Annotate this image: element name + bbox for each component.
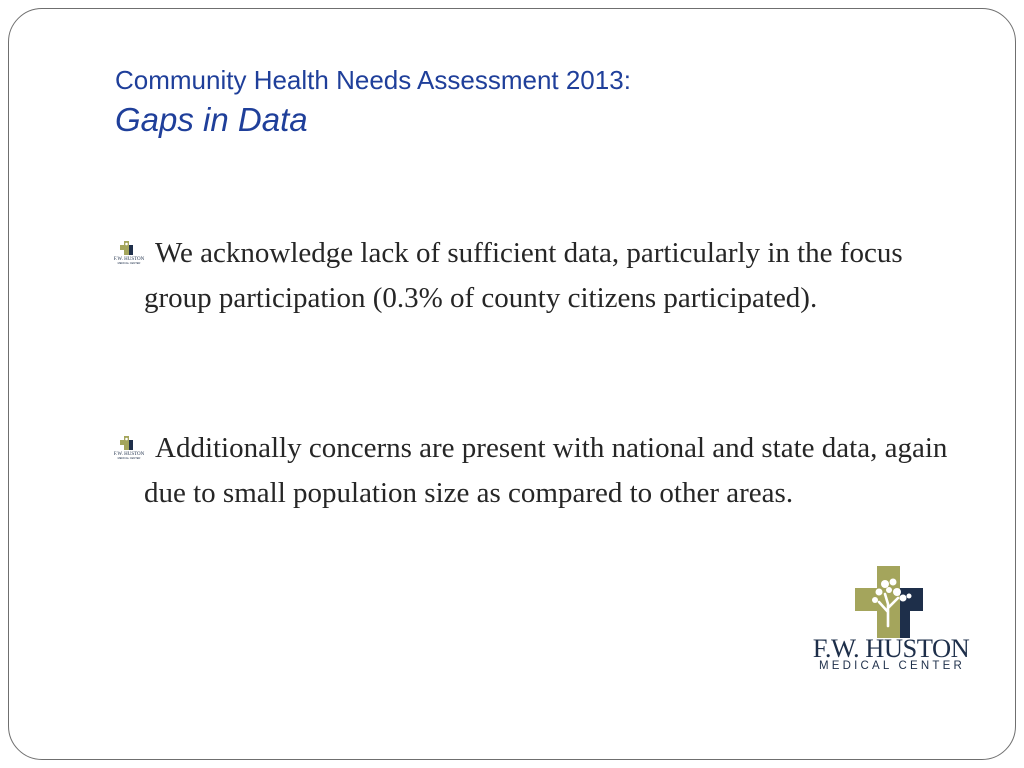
cross-tree-icon [855, 566, 929, 638]
svg-text:MEDICAL CENTER: MEDICAL CENTER [117, 457, 141, 460]
bullet-logo-icon [111, 436, 147, 460]
logo-name: F.W. HUSTON [812, 633, 970, 663]
logo-subtitle: MEDICAL CENTER [819, 660, 965, 672]
title-line-2: Gaps in Data [115, 101, 308, 138]
svg-text:MEDICAL CENTER: MEDICAL CENTER [117, 262, 141, 265]
bullet-item [111, 426, 971, 516]
svg-text:F.W. HUSTON: F.W. HUSTON [113, 257, 145, 262]
bullet-logo-icon [111, 241, 147, 265]
fw-huston-logo [802, 566, 982, 681]
slide [8, 8, 1016, 760]
slide-title [115, 65, 631, 140]
bullet-text: We acknowledge lack of sufficient data, particularly in the focus group participation (0.3% of county citizens participated). [144, 237, 903, 314]
bullet-item [111, 231, 971, 321]
svg-text:F.W. HUSTON: F.W. HUSTON [113, 452, 145, 457]
title-line-1: Community Health Needs Assessment 2013: [115, 65, 631, 95]
bullet-text: Additionally concerns are present with national and state data, again due to small population size as compared to other areas. [144, 432, 948, 509]
